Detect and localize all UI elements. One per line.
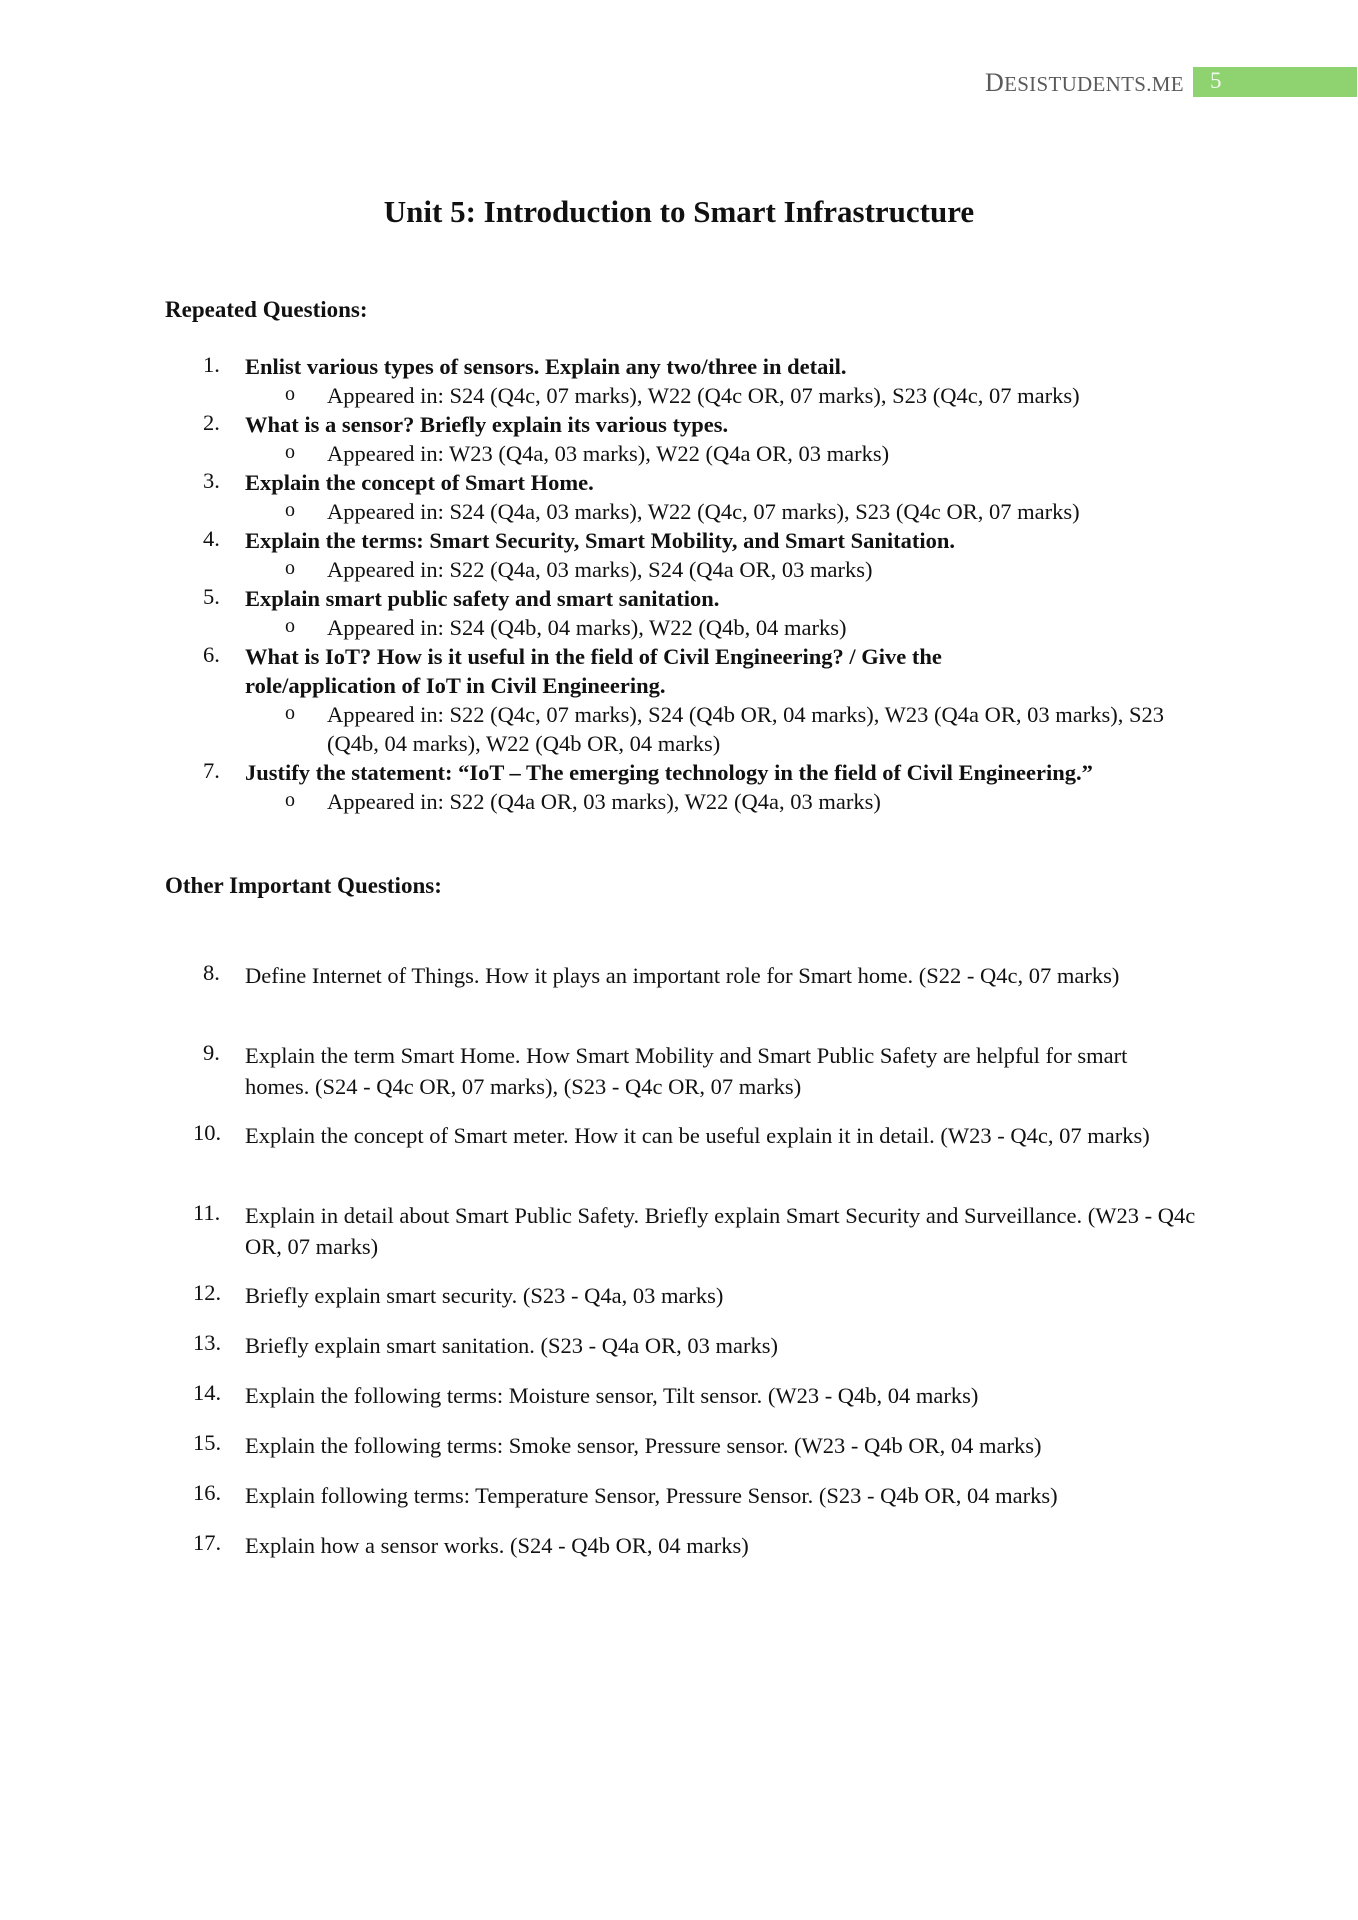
bullet-icon: o <box>285 383 295 405</box>
bullet-icon: o <box>285 441 295 463</box>
question-number: 7. <box>203 758 220 783</box>
question-number: 2. <box>203 410 220 435</box>
question-number: 9. <box>203 1040 220 1065</box>
question-number: 13. <box>193 1330 222 1355</box>
question-number: 4. <box>203 526 220 551</box>
question-text: Explain the concept of Smart meter. How it can be useful explain it in detail. (W23 - Q4c, 07 marks) <box>245 1123 1150 1148</box>
question-number: 1. <box>203 352 220 377</box>
question-text: Define Internet of Things. How it plays an important role for Smart home. (S22 - Q4c, 07 marks) <box>245 963 1120 988</box>
question-number: 3. <box>203 468 220 493</box>
repeated-heading: Repeated Questions: <box>165 297 368 322</box>
question-text: Justify the statement: “IoT – The emerging technology in the field of Civil Engineering.” <box>245 760 1093 785</box>
bullet-icon: o <box>285 702 295 724</box>
question-number: 15. <box>193 1430 222 1455</box>
question-number: 17. <box>193 1530 222 1555</box>
question-text: Explain smart public safety and smart sanitation. <box>245 586 720 611</box>
question-text: Enlist various types of sensors. Explain any two/three in detail. <box>245 354 847 379</box>
appeared-in: Appeared in: S24 (Q4b, 04 marks), W22 (Q4b, 04 marks) <box>327 615 847 640</box>
question-text: Briefly explain smart security. (S23 - Q4a, 03 marks) <box>245 1283 724 1308</box>
question-text: Explain the following terms: Smoke sensor, Pressure sensor. (W23 - Q4b OR, 04 marks) <box>245 1433 1042 1458</box>
question-text: Explain the term Smart Home. How Smart Mobility and Smart Public Safety are helpful for smart homes. (S24 - Q4c OR, 07 marks), (S23 - Q4c OR, 07 marks) <box>245 1043 1128 1099</box>
question-text: Explain the concept of Smart Home. <box>245 470 594 495</box>
question-text: Explain how a sensor works. (S24 - Q4b OR, 04 marks) <box>245 1533 749 1558</box>
question-number: 6. <box>203 642 220 667</box>
bullet-icon: o <box>285 557 295 579</box>
bullet-icon: o <box>285 615 295 637</box>
appeared-in: Appeared in: S22 (Q4a OR, 03 marks), W22 (Q4a, 03 marks) <box>327 789 881 814</box>
site-name-initial: D <box>985 68 1005 97</box>
question-number: 8. <box>203 960 220 985</box>
question-number: 14. <box>193 1380 222 1405</box>
appeared-in: Appeared in: S24 (Q4a, 03 marks), W22 (Q4c, 07 marks), S23 (Q4c OR, 07 marks) <box>327 499 1080 524</box>
question-text: Explain following terms: Temperature Sensor, Pressure Sensor. (S23 - Q4b OR, 04 marks) <box>245 1483 1058 1508</box>
question-text: Explain in detail about Smart Public Safety. Briefly explain Smart Security and Surveillance. (W23 - Q4c OR, 07 marks) <box>245 1203 1196 1259</box>
bullet-icon: o <box>285 499 295 521</box>
question-number: 11. <box>193 1200 221 1225</box>
site-name-rest: ESISTUDENTS.ME <box>1004 72 1184 96</box>
other-heading: Other Important Questions: <box>165 873 442 898</box>
question-number: 12. <box>193 1280 222 1305</box>
appeared-in: Appeared in: W23 (Q4a, 03 marks), W22 (Q4a OR, 03 marks) <box>327 441 890 466</box>
question-number: 16. <box>193 1480 222 1505</box>
question-text: Explain the terms: Smart Security, Smart Mobility, and Smart Sanitation. <box>245 528 955 553</box>
question-number: 10. <box>193 1120 222 1145</box>
question-text: Briefly explain smart sanitation. (S23 - Q4a OR, 03 marks) <box>245 1333 779 1358</box>
appeared-in: Appeared in: S24 (Q4c, 07 marks), W22 (Q4c OR, 07 marks), S23 (Q4c, 07 marks) <box>327 383 1080 408</box>
question-number: 5. <box>203 584 220 609</box>
appeared-in: Appeared in: S22 (Q4a, 03 marks), S24 (Q4a OR, 03 marks) <box>327 557 873 582</box>
bullet-icon: o <box>285 789 295 811</box>
page-title: Unit 5: Introduction to Smart Infrastructure <box>383 194 975 229</box>
appeared-in: Appeared in: S22 (Q4c, 07 marks), S24 (Q4b OR, 04 marks), W23 (Q4a OR, 03 marks), S23 (Q4b, 04 marks), W22 (Q4b OR, 04 marks) <box>327 702 1164 756</box>
question-text: What is a sensor? Briefly explain its various types. <box>245 412 729 437</box>
page-number: 5 <box>1210 68 1222 93</box>
question-text: What is IoT? How is it useful in the field of Civil Engineering? / Give the role/application of IoT in Civil Engineering. <box>245 644 942 698</box>
site-name <box>985 68 1184 98</box>
question-text: Explain the following terms: Moisture sensor, Tilt sensor. (W23 - Q4b, 04 marks) <box>245 1383 979 1408</box>
